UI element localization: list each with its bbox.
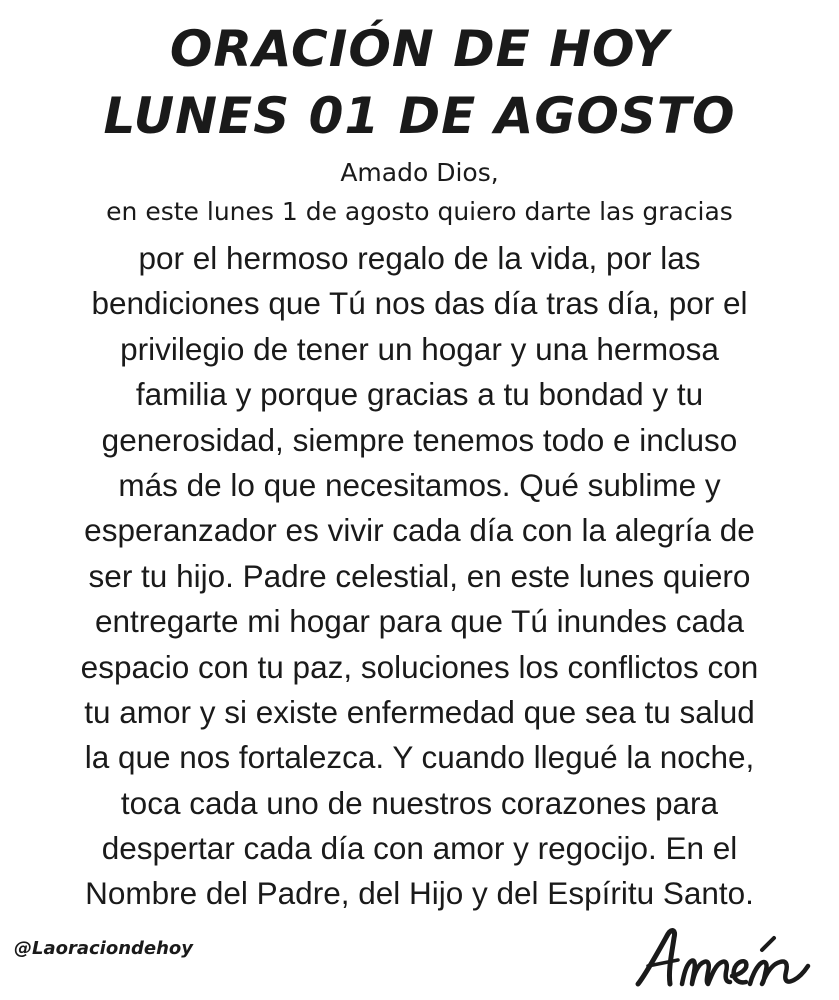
prayer-greeting: Amado Dios, xyxy=(340,158,499,187)
prayer-line: por el hermoso regalo de la vida, por las xyxy=(138,240,701,276)
page-title-line-1: ORACIÓN DE HOY xyxy=(169,20,670,78)
social-handle: @Laoraciondehoy xyxy=(14,938,194,959)
prayer-line: familia y porque gracias a tu bondad y tu xyxy=(135,376,704,413)
amen-signature xyxy=(632,922,812,994)
prayer-body xyxy=(0,236,839,917)
prayer-intro: en este lunes 1 de agosto quiero darte las gracias xyxy=(106,197,733,226)
prayer-line: espacio con tu paz, soluciones los conflictos con xyxy=(80,648,759,685)
prayer-line: más de lo que necesitamos. Qué sublime y xyxy=(118,466,721,503)
prayer-line: Nombre del Padre, del Hijo y del Espíritu Santo. xyxy=(85,875,754,912)
prayer-line: despertar cada día con amor y regocijo. En el xyxy=(101,830,738,867)
prayer-line: privilegio de tener un hogar y una hermosa xyxy=(120,330,719,367)
prayer-line: tu amor y si existe enfermedad que sea tu salud xyxy=(84,693,755,730)
amen-script-icon xyxy=(632,922,812,994)
prayer-line: entregarte mi hogar para que Tú inundes cada xyxy=(94,603,745,640)
page-title-line-2: LUNES 01 DE AGOSTO xyxy=(103,87,736,145)
prayer-line: ser tu hijo. Padre celestial, en este lunes quiero xyxy=(88,557,751,594)
prayer-line: generosidad, siempre tenemos todo e incluso xyxy=(101,421,738,458)
prayer-line: toca cada uno de nuestros corazones para xyxy=(120,784,719,821)
prayer-line: la que nos fortalezca. Y cuando llegué la noche, xyxy=(84,739,755,776)
prayer-line: bendiciones que Tú nos das día tras día, por el xyxy=(91,285,748,322)
prayer-line: esperanzador es vivir cada día con la alegría de xyxy=(84,512,755,549)
